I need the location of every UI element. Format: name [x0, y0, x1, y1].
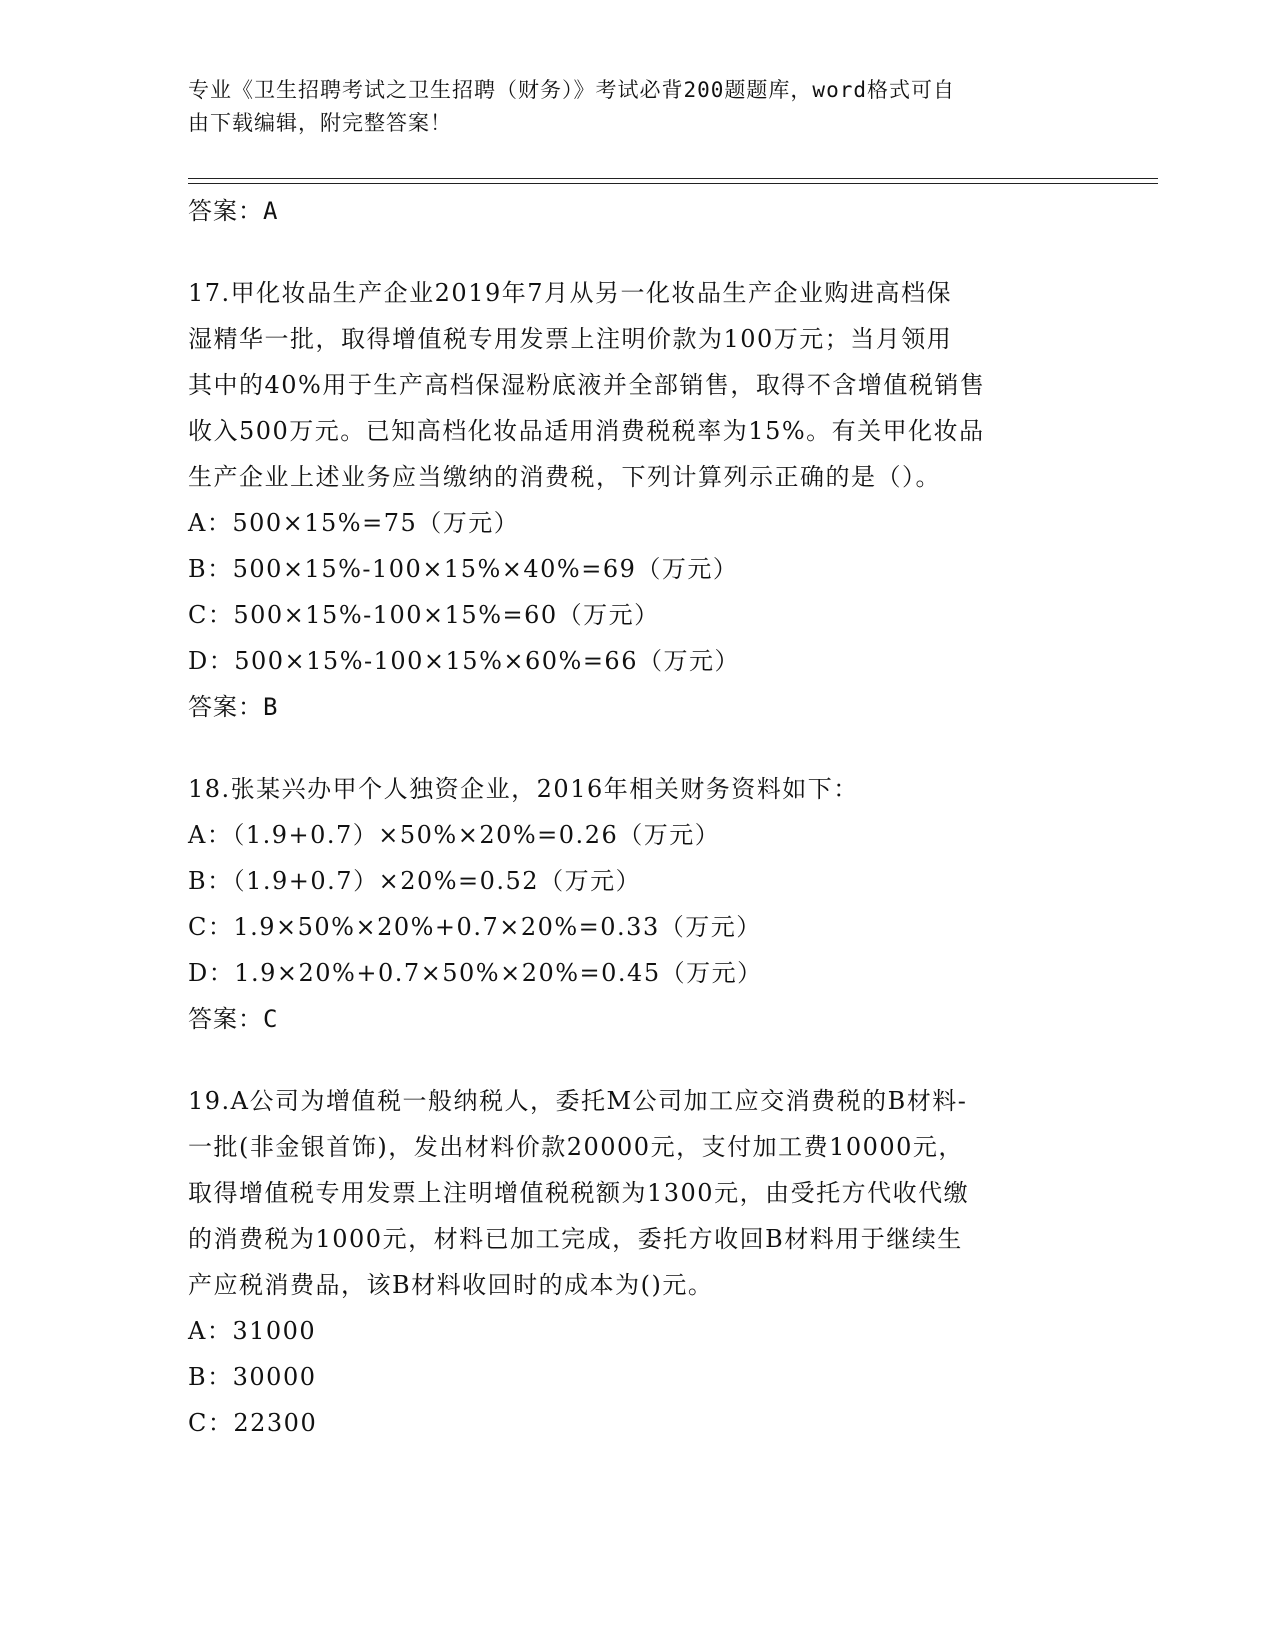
question-19 — [188, 1078, 1088, 1446]
question-list — [188, 188, 1088, 1446]
question-stem-line: 其中的40%用于生产高档保湿粉底液并全部销售，取得不含增值税销售 — [188, 371, 986, 399]
answer-17: 答案：B — [188, 693, 279, 721]
question-stem-line: 19.A公司为增值税一般纳税人，委托M公司加工应交消费税的B材料- — [188, 1087, 968, 1115]
question-stem-line: 的消费税为1000元，材料已加工完成，委托方收回B材料用于继续生 — [188, 1225, 963, 1253]
question-stem-line: 一批(非金银首饰)，发出材料价款20000元，支付加工费10000元， — [188, 1133, 964, 1161]
question-stem-line: 产应税消费品，该B材料收回时的成本为()元。 — [188, 1271, 714, 1299]
header-line-1: 专业《卫生招聘考试之卫生招聘（财务）》考试必背200题题库，word格式可自 — [188, 78, 955, 102]
option-c: C：500×15%-100×15%=60（万元） — [188, 601, 660, 629]
header-divider-top — [188, 178, 1158, 179]
header-divider-bottom — [188, 183, 1158, 184]
question-stem-line: 取得增值税专用发票上注明增值税税额为1300元，由受托方代收代缴 — [188, 1179, 970, 1207]
question-stem-line: 17.甲化妆品生产企业2019年7月从另一化妆品生产企业购进高档保 — [188, 279, 953, 307]
header-line-2: 由下载编辑，附完整答案！ — [188, 111, 452, 135]
option-b: B：500×15%-100×15%×40%=69（万元） — [188, 555, 739, 583]
answer-18: 答案：C — [188, 1005, 279, 1033]
question-stem-line: 收入500万元。已知高档化妆品适用消费税税率为15%。有关甲化妆品 — [188, 417, 985, 445]
question-stem-line: 湿精华一批，取得增值税专用发票上注明价款为100万元；当月领用 — [188, 325, 953, 353]
option-d: D：500×15%-100×15%×60%=66（万元） — [188, 647, 740, 675]
option-b: B：30000 — [188, 1363, 317, 1391]
question-18 — [188, 766, 1088, 1042]
option-a: A：（1.9+0.7）×50%×20%=0.26（万元） — [188, 821, 721, 849]
previous-answer: 答案：A — [188, 197, 279, 225]
option-a: A：500×15%=75（万元） — [188, 509, 520, 537]
option-a: A：31000 — [188, 1317, 317, 1345]
question-stem-line: 生产企业上述业务应当缴纳的消费税，下列计算列示正确的是（）。 — [188, 463, 941, 491]
option-b: B：（1.9+0.7）×20%=0.52（万元） — [188, 867, 642, 895]
option-c: C：1.9×50%×20%+0.7×20%=0.33（万元） — [188, 913, 762, 941]
question-17 — [188, 270, 1088, 730]
question-stem-line: 18.张某兴办甲个人独资企业，2016年相关财务资料如下： — [188, 775, 859, 803]
document-header — [188, 74, 1088, 140]
option-d: D：1.9×20%+0.7×50%×20%=0.45（万元） — [188, 959, 763, 987]
option-c: C：22300 — [188, 1409, 318, 1437]
